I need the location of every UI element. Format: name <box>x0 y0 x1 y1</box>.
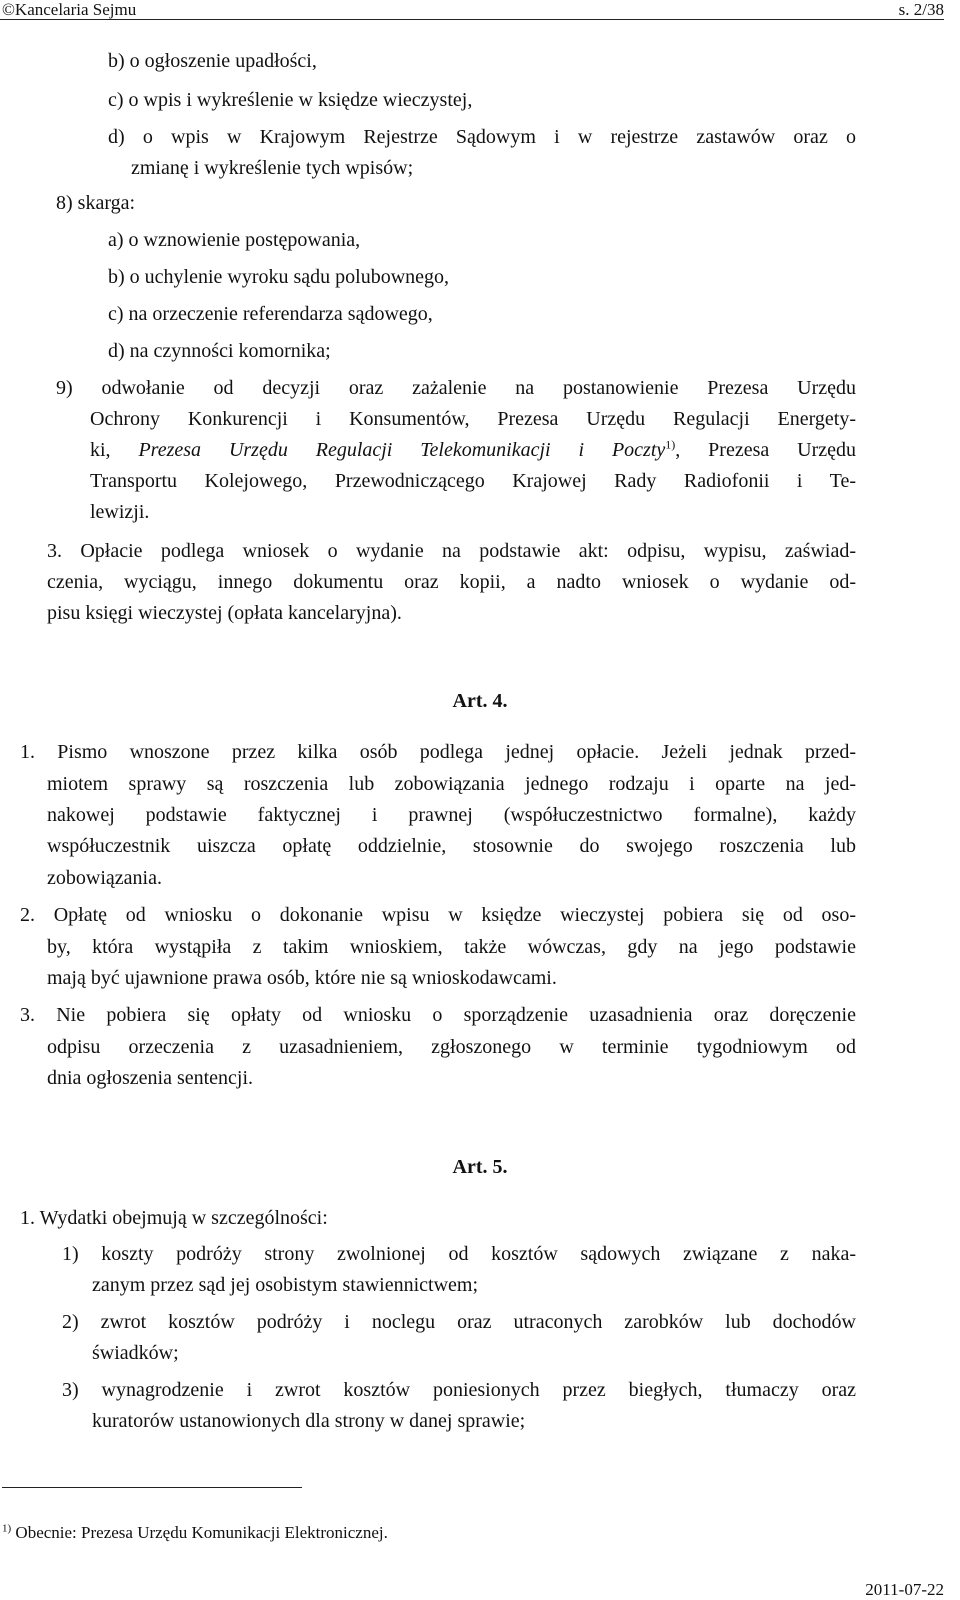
list-item-continuation: lewizji. <box>90 501 150 523</box>
paragraph: nakowej podstawie faktycznej i prawnej (współuczestnictwo formalne), każdy <box>47 804 856 826</box>
footnote-ref: 1) <box>665 437 676 452</box>
list-item-continuation: Transportu Kolejowego, Przewodniczącego Krajowej Rady Radiofonii i Te- <box>90 470 856 492</box>
list-item: 9) odwołanie od decyzji oraz zażalenie na postanowienie Prezesa Urzędu <box>56 377 856 399</box>
list-item: d) na czynności komornika; <box>108 340 331 362</box>
header-rule <box>0 19 944 20</box>
paragraph: współuczestnik uiszcza opłatę oddzielnie, stosownie do swojego roszczenia lub <box>47 835 856 857</box>
list-item: d) o wpis w Krajowym Rejestrze Sądowym i w rejestrze zastawów oraz o <box>108 126 856 148</box>
header-page-number: s. 2/38 <box>898 0 944 19</box>
paragraph: 3. Opłacie podlega wniosek o wydanie na podstawie akt: odpisu, wypisu, zaświad- <box>47 540 856 562</box>
paragraph: mają być ujawnione prawa osób, które nie są wnioskodawcami. <box>47 967 557 989</box>
paragraph: zobowiązania. <box>47 867 162 889</box>
paragraph: pisu księgi wieczystej (opłata kancelaryjna). <box>47 602 402 624</box>
list-item: 3) wynagrodzenie i zwrot kosztów poniesionych przez biegłych, tłumaczy oraz <box>62 1379 856 1401</box>
footnote-text: Obecnie: Prezesa Urzędu Komunikacji Elektronicznej. <box>11 1523 388 1542</box>
list-item-continuation: świadków; <box>92 1342 179 1364</box>
paragraph: miotem sprawy są roszczenia lub zobowiązania jednego rodzaju i oparte na jed- <box>47 773 856 795</box>
list-item-continuation: zmianę i wykreślenie tych wpisów; <box>131 157 414 179</box>
list-item: c) o wpis i wykreślenie w księdze wieczystej, <box>108 89 473 111</box>
paragraph: by, która wystąpiła z takim wnioskiem, także wówczas, gdy na jego podstawie <box>47 936 856 958</box>
list-item-continuation: Ochrony Konkurencji i Konsumentów, Prezesa Urzędu Regulacji Energety- <box>90 408 856 430</box>
paragraph: odpisu orzeczenia z uzasadnieniem, zgłoszonego w terminie tygodniowym od <box>47 1036 856 1058</box>
list-item-continuation: kuratorów ustanowionych dla strony w danej sprawie; <box>92 1410 526 1432</box>
list-heading: 8) skarga: <box>56 192 136 214</box>
paragraph: dnia ogłoszenia sentencji. <box>47 1067 254 1089</box>
list-item-continuation: ki, Prezesa Urzędu Regulacji Telekomunikacji i Poczty$^{1)}$, Prezesa Urzędu <box>90 437 856 461</box>
list-item-continuation: zanym przez sąd jej osobistym stawiennictwem; <box>92 1274 479 1296</box>
paragraph: 3. Nie pobiera się opłaty od wniosku o sporządzenie uzasadnienia oraz doręczenie <box>20 1004 856 1026</box>
footnote <box>2 1522 388 1544</box>
list-item: b) o uchylenie wyroku sądu polubownego, <box>108 266 450 288</box>
article-heading: Art. 4. <box>452 690 508 712</box>
list-item: b) o ogłoszenie upadłości, <box>108 50 317 72</box>
article-heading: Art. 5. <box>452 1156 508 1178</box>
paragraph: 2. Opłatę od wniosku o dokonanie wpisu w księdze wieczystej pobiera się od oso- <box>20 904 856 926</box>
list-item: 1) koszty podróży strony zwolnionej od kosztów sądowych związane z naka- <box>62 1243 856 1265</box>
paragraph: 1. Wydatki obejmują w szczególności: <box>20 1207 328 1229</box>
list-item: 2) zwrot kosztów podróży i noclegu oraz utraconych zarobków lub dochodów <box>62 1311 856 1333</box>
header-source: ©Kancelaria Sejmu <box>2 0 137 19</box>
italic-text: Prezesa Urzędu Regulacji Telekomunikacji i Poczty <box>138 439 666 461</box>
footer-date: 2011-07-22 <box>865 1580 944 1599</box>
footnote-separator <box>2 1487 302 1488</box>
list-item: c) na orzeczenie referendarza sądowego, <box>108 303 433 325</box>
footnote-mark: 1) <box>2 1522 12 1535</box>
paragraph: czenia, wyciągu, innego dokumentu oraz kopii, a nadto wniosek o wydanie od- <box>47 571 856 593</box>
paragraph: 1. Pismo wnoszone przez kilka osób podlega jednej opłacie. Jeżeli jednak przed- <box>20 741 856 763</box>
list-item: a) o wznowienie postępowania, <box>108 229 361 251</box>
